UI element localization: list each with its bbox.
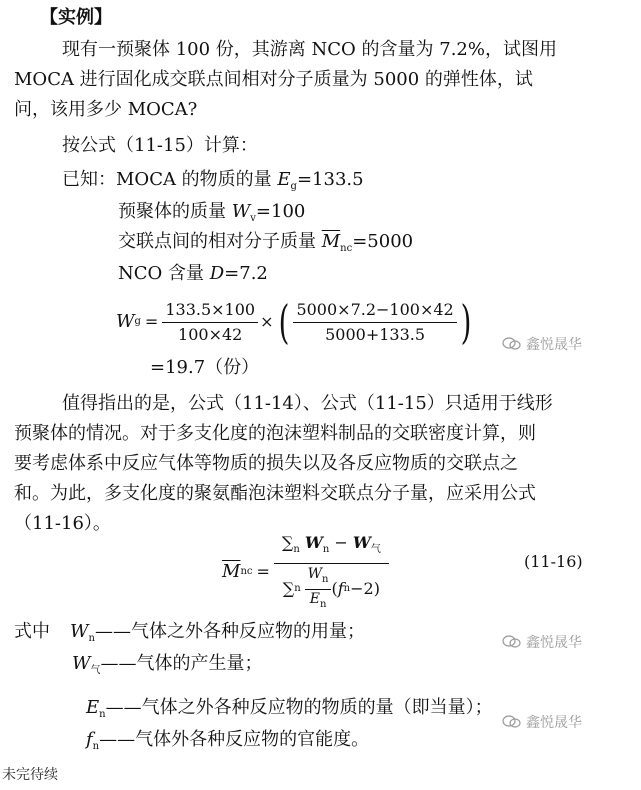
given-e-sub: g bbox=[290, 181, 297, 192]
given-m-value: =5000 bbox=[352, 231, 414, 252]
given-e-value: =133.5 bbox=[296, 169, 364, 190]
given-w-value: =100 bbox=[255, 201, 306, 222]
definitions-lead: 式中 bbox=[14, 621, 50, 642]
given-moca bbox=[62, 168, 364, 199]
eq-den-f: f bbox=[337, 579, 344, 598]
eq-inner-denominator bbox=[305, 590, 332, 613]
calc-fraction-1 bbox=[162, 299, 258, 346]
calc-frac2-denominator: 5000+133.5 bbox=[325, 324, 426, 344]
calc-eq: = bbox=[144, 312, 159, 331]
eq-inner-num-w: W bbox=[307, 565, 323, 582]
given-molecular-mass bbox=[118, 230, 413, 261]
problem-line-2: MOCA 进行固化成交联点间相对分子质量为 5000 的弹性体，试 bbox=[14, 69, 533, 90]
watermark-1-text: 鑫悦晟华 bbox=[526, 337, 582, 353]
eq-den-open: ( bbox=[331, 579, 338, 598]
eq-inner-den-e: E bbox=[309, 590, 320, 607]
chat-bubble-icon bbox=[502, 715, 522, 729]
def1-sub: n bbox=[88, 633, 95, 644]
note-line-4: 和。为此，多支化度的聚氨酯泡沫塑料交联点分子量，应采用公式 bbox=[14, 483, 536, 504]
calc-times: × bbox=[260, 312, 274, 331]
def4-symbol: f bbox=[86, 729, 93, 750]
eq-den-sigma: ∑ bbox=[282, 579, 295, 598]
calc-fraction-2 bbox=[293, 299, 456, 346]
def2-sub: 气 bbox=[90, 665, 101, 676]
problem-line-3: 问，该用多少 MOCA? bbox=[14, 99, 198, 120]
given-e-label: MOCA 的物质的量 bbox=[116, 169, 278, 190]
calc-result: =19.7（份） bbox=[150, 357, 260, 378]
note-line-3: 要考虑体系中反应气体等物质的损失以及各反应物质的交联点之 bbox=[14, 453, 518, 474]
given-m-sub: nc bbox=[340, 243, 353, 254]
definition-1 bbox=[14, 620, 365, 651]
eq-num-sigma: ∑ bbox=[281, 532, 294, 552]
note-line-1: 值得指出的是，公式（11-14）、公式（11-15）只适用于线形 bbox=[62, 393, 553, 414]
watermark-1 bbox=[502, 334, 582, 354]
watermark-2-text: 鑫悦晟华 bbox=[526, 635, 582, 651]
given-nco bbox=[118, 262, 268, 286]
eq-denominator bbox=[274, 564, 389, 613]
given-d-symbol: D bbox=[209, 263, 225, 284]
eq-den-sigma-sub: n bbox=[294, 583, 301, 594]
def3-symbol: E bbox=[86, 697, 100, 718]
def4-sub: n bbox=[92, 741, 100, 752]
eq-num-w: W bbox=[304, 532, 323, 552]
eq-lhs-symbol: $\overline{M}$ bbox=[222, 561, 241, 582]
eq-equals: = bbox=[256, 562, 270, 581]
footer-to-be-continued: 未完待续 bbox=[2, 767, 58, 783]
calc-lhs-sub: g bbox=[134, 316, 141, 327]
given-d-label: NCO 含量 bbox=[118, 263, 210, 284]
given-d-value: =7.2 bbox=[224, 263, 268, 284]
eq-numerator bbox=[274, 532, 389, 564]
def3-text: ——气体之外各种反应物的物质的量（即当量）； bbox=[105, 697, 493, 718]
eq-num-minus: − bbox=[329, 532, 353, 552]
eq-den-f-sub: n bbox=[343, 583, 351, 594]
def1-text: ——气体之外各种反应物的用量； bbox=[94, 621, 365, 642]
eq-num-sigma-sub: n bbox=[293, 543, 300, 555]
given-prepolymer bbox=[118, 200, 305, 231]
eq-inner-fraction bbox=[305, 566, 332, 613]
formula-reference: 按公式（11-15）计算： bbox=[62, 135, 258, 156]
given-m-label: 交联点间的相对分子质量 bbox=[118, 231, 322, 252]
example-heading: 【实例】 bbox=[40, 7, 112, 28]
definition-4 bbox=[86, 728, 369, 759]
note-line-2: 预聚体的情况。对于多支化度的泡沫塑料制品的交联密度计算，则 bbox=[14, 423, 536, 444]
eq-inner-num-sub: n bbox=[322, 573, 329, 585]
problem-line-1: 现有一预聚体 100 份，其游离 NCO 的含量为 7.2%，试图用 bbox=[62, 39, 557, 60]
eq-num-w2: W bbox=[352, 532, 371, 552]
calculation bbox=[116, 292, 475, 352]
equation-number: (11-16) bbox=[524, 552, 583, 571]
def2-text: ——气体的产生量； bbox=[100, 653, 263, 674]
calc-frac1-numerator: 133.5×100 bbox=[162, 299, 258, 323]
watermark-3-text: 鑫悦晟华 bbox=[526, 715, 582, 731]
calc-frac2-numerator: 5000×7.2−100×42 bbox=[293, 299, 456, 323]
def4-text: ——气体外各种反应物的官能度。 bbox=[99, 729, 370, 750]
eq-num-w-sub: n bbox=[322, 543, 330, 555]
def1-symbol: W bbox=[70, 621, 89, 642]
note-line-5: （11-16）。 bbox=[14, 513, 111, 534]
given-w-label: 预聚体的质量 bbox=[118, 201, 232, 222]
given-m-symbol: $\overline{M}$ bbox=[321, 231, 341, 252]
def2-symbol: W bbox=[72, 653, 91, 674]
eq-inner-den-sub: n bbox=[319, 598, 327, 610]
equation-11-16 bbox=[222, 532, 389, 610]
calc-right-paren: ) bbox=[460, 295, 472, 349]
watermark-2 bbox=[502, 632, 582, 652]
given-w-symbol: W bbox=[231, 201, 251, 222]
calc-lhs-symbol: W bbox=[116, 311, 135, 332]
chat-bubble-icon bbox=[502, 337, 522, 351]
definition-3 bbox=[86, 696, 493, 727]
calc-frac1-denominator: 100×42 bbox=[178, 324, 243, 344]
given-e-symbol: E bbox=[277, 169, 291, 190]
chat-bubble-icon bbox=[502, 635, 522, 649]
eq-inner-numerator bbox=[305, 566, 332, 590]
eq-main-fraction bbox=[274, 532, 389, 613]
eq-num-w2-sub: 气 bbox=[370, 543, 381, 555]
watermark-3 bbox=[502, 712, 582, 732]
given-w-sub: v bbox=[250, 213, 256, 224]
calc-left-paren: ( bbox=[279, 295, 290, 349]
def3-sub: n bbox=[99, 709, 106, 720]
known-prefix: 已知： bbox=[62, 169, 116, 190]
definition-2 bbox=[72, 652, 263, 683]
eq-lhs-sub: nc bbox=[240, 566, 253, 577]
eq-den-rest: −2) bbox=[350, 579, 380, 598]
